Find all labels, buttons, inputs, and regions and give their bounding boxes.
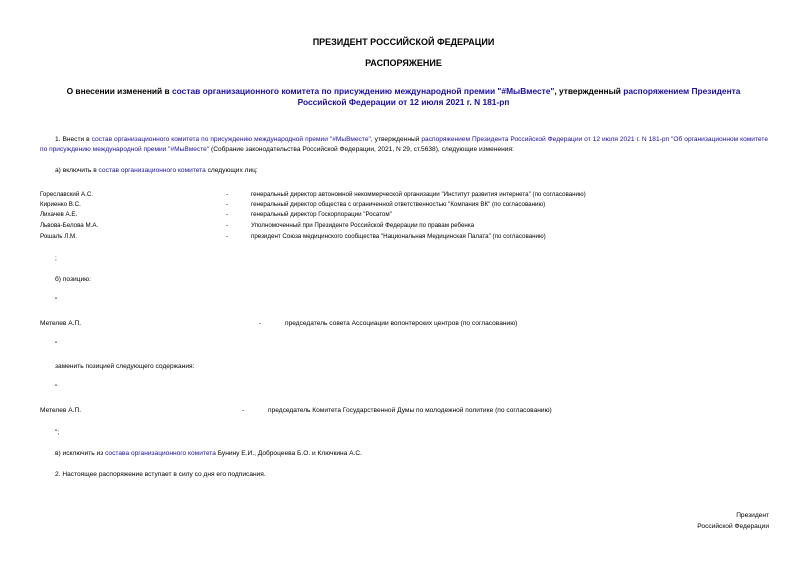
para1-tail: (Собрание законодательства Российской Федерации, 2021, N 29, ст.5638), следующие изменения: [209,146,514,153]
old-position-desc: председатель совета Ассоциации волонтерских центров (по согласованию) [285,320,518,327]
close-quote: " [55,341,58,348]
new-position-dash: - [242,407,245,414]
open-quote: " [55,297,58,304]
paragraph-1 [40,135,768,155]
para1-mid: , утвержденный [370,136,422,143]
replace-text: заменить позицией следующего содержания: [55,363,195,370]
doc-type: РАСПОРЯЖЕНИЕ [365,58,442,68]
para1-num: 1. Внести в [55,136,92,143]
document-title [0,86,807,108]
item-b: б) позицию: [55,276,91,283]
member-row [40,210,780,220]
title-text-1: О внесении изменений в [66,86,173,96]
member-dash: - [226,201,229,208]
member-row [40,232,780,242]
member-dash: - [226,191,229,198]
old-position-dash: - [259,320,262,327]
member-desc: генеральный директор общества с ограниченной ответственностью "Компания ВК" (по согласованию) [251,201,546,208]
para1-link-committee-order[interactable]: организационном комитете по присуждению международной премии "#МыВместе" [40,136,768,153]
item-c-prefix: в) исключить из [55,450,106,457]
signature-title: Президент [736,512,769,519]
member-desc: генеральный директор автономной некоммерческой организации "Институт развития интернета" (по согласованию) [251,191,586,198]
paragraph-2: 2. Настоящее распоряжение вступает в силу со дня его подписания. [55,471,266,478]
member-name: Львова-Белова М.А. [40,222,99,229]
para1-link-order[interactable]: распоряжением Президента Российской Федерации от 12 июля 2021 г. N 181-рп "Об [421,136,683,143]
title-link-committee[interactable]: состав организационного комитета по присуждению международной премии "#МыВместе" [172,86,555,96]
title-text-2: , утвержденный [554,86,624,96]
member-row [40,200,780,210]
member-desc: генеральный директор Госкорпорации "Росатом" [251,211,392,218]
member-desc: Уполномоченный при Президенте Российской Федерации по правам ребенка [251,222,475,229]
member-name: Кириенко В.С. [40,201,81,208]
title-link-order[interactable]: распоряжением Президента [623,86,741,96]
member-dash: - [226,222,229,229]
semicolon: ; [55,255,57,262]
member-dash: - [226,211,229,218]
item-a-suffix: следующих лиц: [205,167,258,174]
open-quote-2: " [55,384,58,391]
item-c [55,449,362,459]
member-row [40,190,780,200]
para1-link-committee[interactable]: состав организационного комитета по присуждению международной премии "#МыВместе" [91,136,371,143]
old-position-name: Метелев А.П. [40,320,82,327]
header-org: ПРЕЗИДЕНТ РОССИЙСКОЙ ФЕДЕРАЦИИ [312,37,495,47]
member-row [40,221,780,231]
title-link-order-date[interactable]: Российской Федерации от 12 июля 2021 г. N 181-рп [297,97,510,107]
item-c-link[interactable]: состава организационного комитета [105,450,216,457]
item-a [55,166,258,176]
item-a-link[interactable]: состав организационного комитета [98,167,206,174]
item-c-suffix: Бунину Е.И., Доброцеева Б.О. и Ключкина А.С. [215,450,362,457]
new-position-name: Метелев А.П. [40,407,82,414]
member-name: Гореславский А.С. [40,191,94,198]
member-name: Лихачев А.Е. [40,211,78,218]
member-desc: президент Союза медицинского сообщества "Национальная Медицинская Палата" (по согласованию) [251,233,546,240]
signature-country: Российской Федерации [697,523,769,530]
item-a-prefix: а) включить в [55,167,99,174]
close-quote-semicolon: "; [55,429,60,436]
new-position-desc: председатель Комитета Государственной Думы по молодежной политике (по согласованию) [268,407,552,414]
member-name: Рошаль Л.М. [40,233,77,240]
member-dash: - [226,233,229,240]
